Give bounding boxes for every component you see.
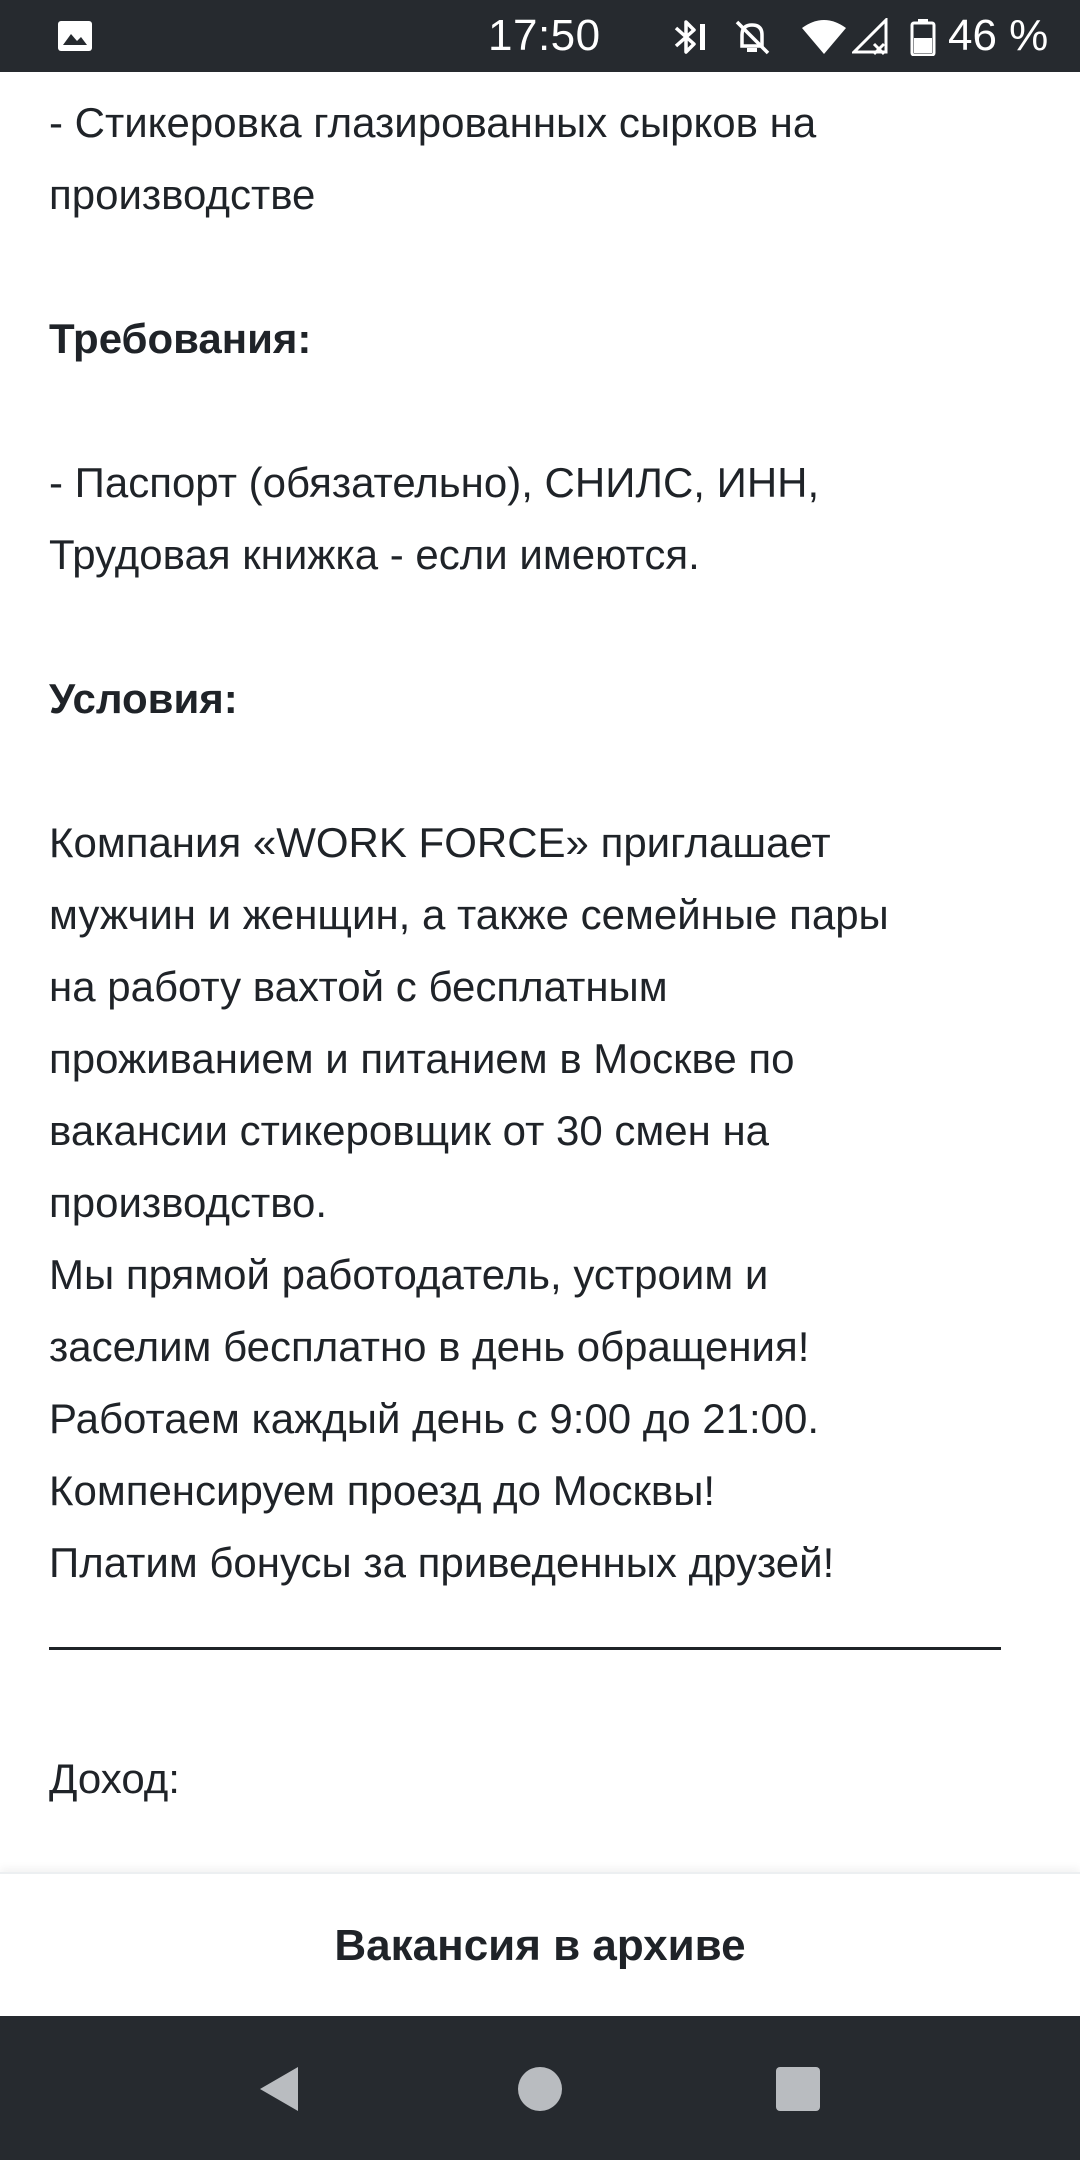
recents-icon[interactable] [773, 2064, 823, 2114]
status-time: 17:50 [488, 11, 601, 60]
text-line: Платим бонусы за приведенных друзей! [49, 1539, 835, 1586]
bluetooth-icon [668, 18, 710, 56]
text-line: Мы прямой работодатель, устроим и [49, 1251, 769, 1298]
image-icon [57, 20, 93, 52]
navigation-bar [0, 2016, 1080, 2160]
text-line: - Паспорт (обязательно), СНИЛС, ИНН, [49, 459, 820, 506]
text-line: производство. [49, 1179, 328, 1226]
text-line: Компенсируем проезд до Москвы! [49, 1467, 716, 1514]
battery-percent: 46 % [948, 11, 1049, 60]
text-line: вакансии стикеровщик от 30 смен на [49, 1107, 770, 1154]
mute-icon [732, 18, 772, 56]
divider [49, 1647, 1001, 1650]
text-line: Компания «WORK FORCE» приглашает [49, 819, 831, 866]
text-line: производстве [49, 171, 316, 218]
text-line: проживанием и питанием в Москве по [49, 1035, 795, 1082]
text-line: - Стикеровка глазированных сырков на [49, 99, 817, 146]
text-line: заселим бесплатно в день обращения! [49, 1323, 810, 1370]
text-line: Трудовая книжка - если имеются. [49, 531, 700, 578]
text-line: Работаем каждый день с 9:00 до 21:00. [49, 1395, 820, 1442]
text-line: на работу вахтой с бесплатным [49, 963, 668, 1010]
battery-icon [910, 18, 936, 56]
back-icon[interactable] [254, 2064, 304, 2114]
text-line: мужчин и женщин, а также семейные пары [49, 891, 889, 938]
text-line-income: Доход: [49, 1755, 180, 1802]
home-icon[interactable] [515, 2064, 565, 2114]
section-heading-requirements: Требования: [49, 315, 312, 362]
status-bar [0, 0, 1080, 72]
vacancy-description[interactable] [0, 72, 1080, 1872]
signal-icon [852, 18, 896, 56]
archive-status-label: Вакансия в архиве [334, 1921, 746, 1970]
archive-bar [0, 1872, 1080, 2018]
section-heading-conditions: Условия: [49, 675, 238, 722]
wifi-icon [800, 18, 848, 56]
